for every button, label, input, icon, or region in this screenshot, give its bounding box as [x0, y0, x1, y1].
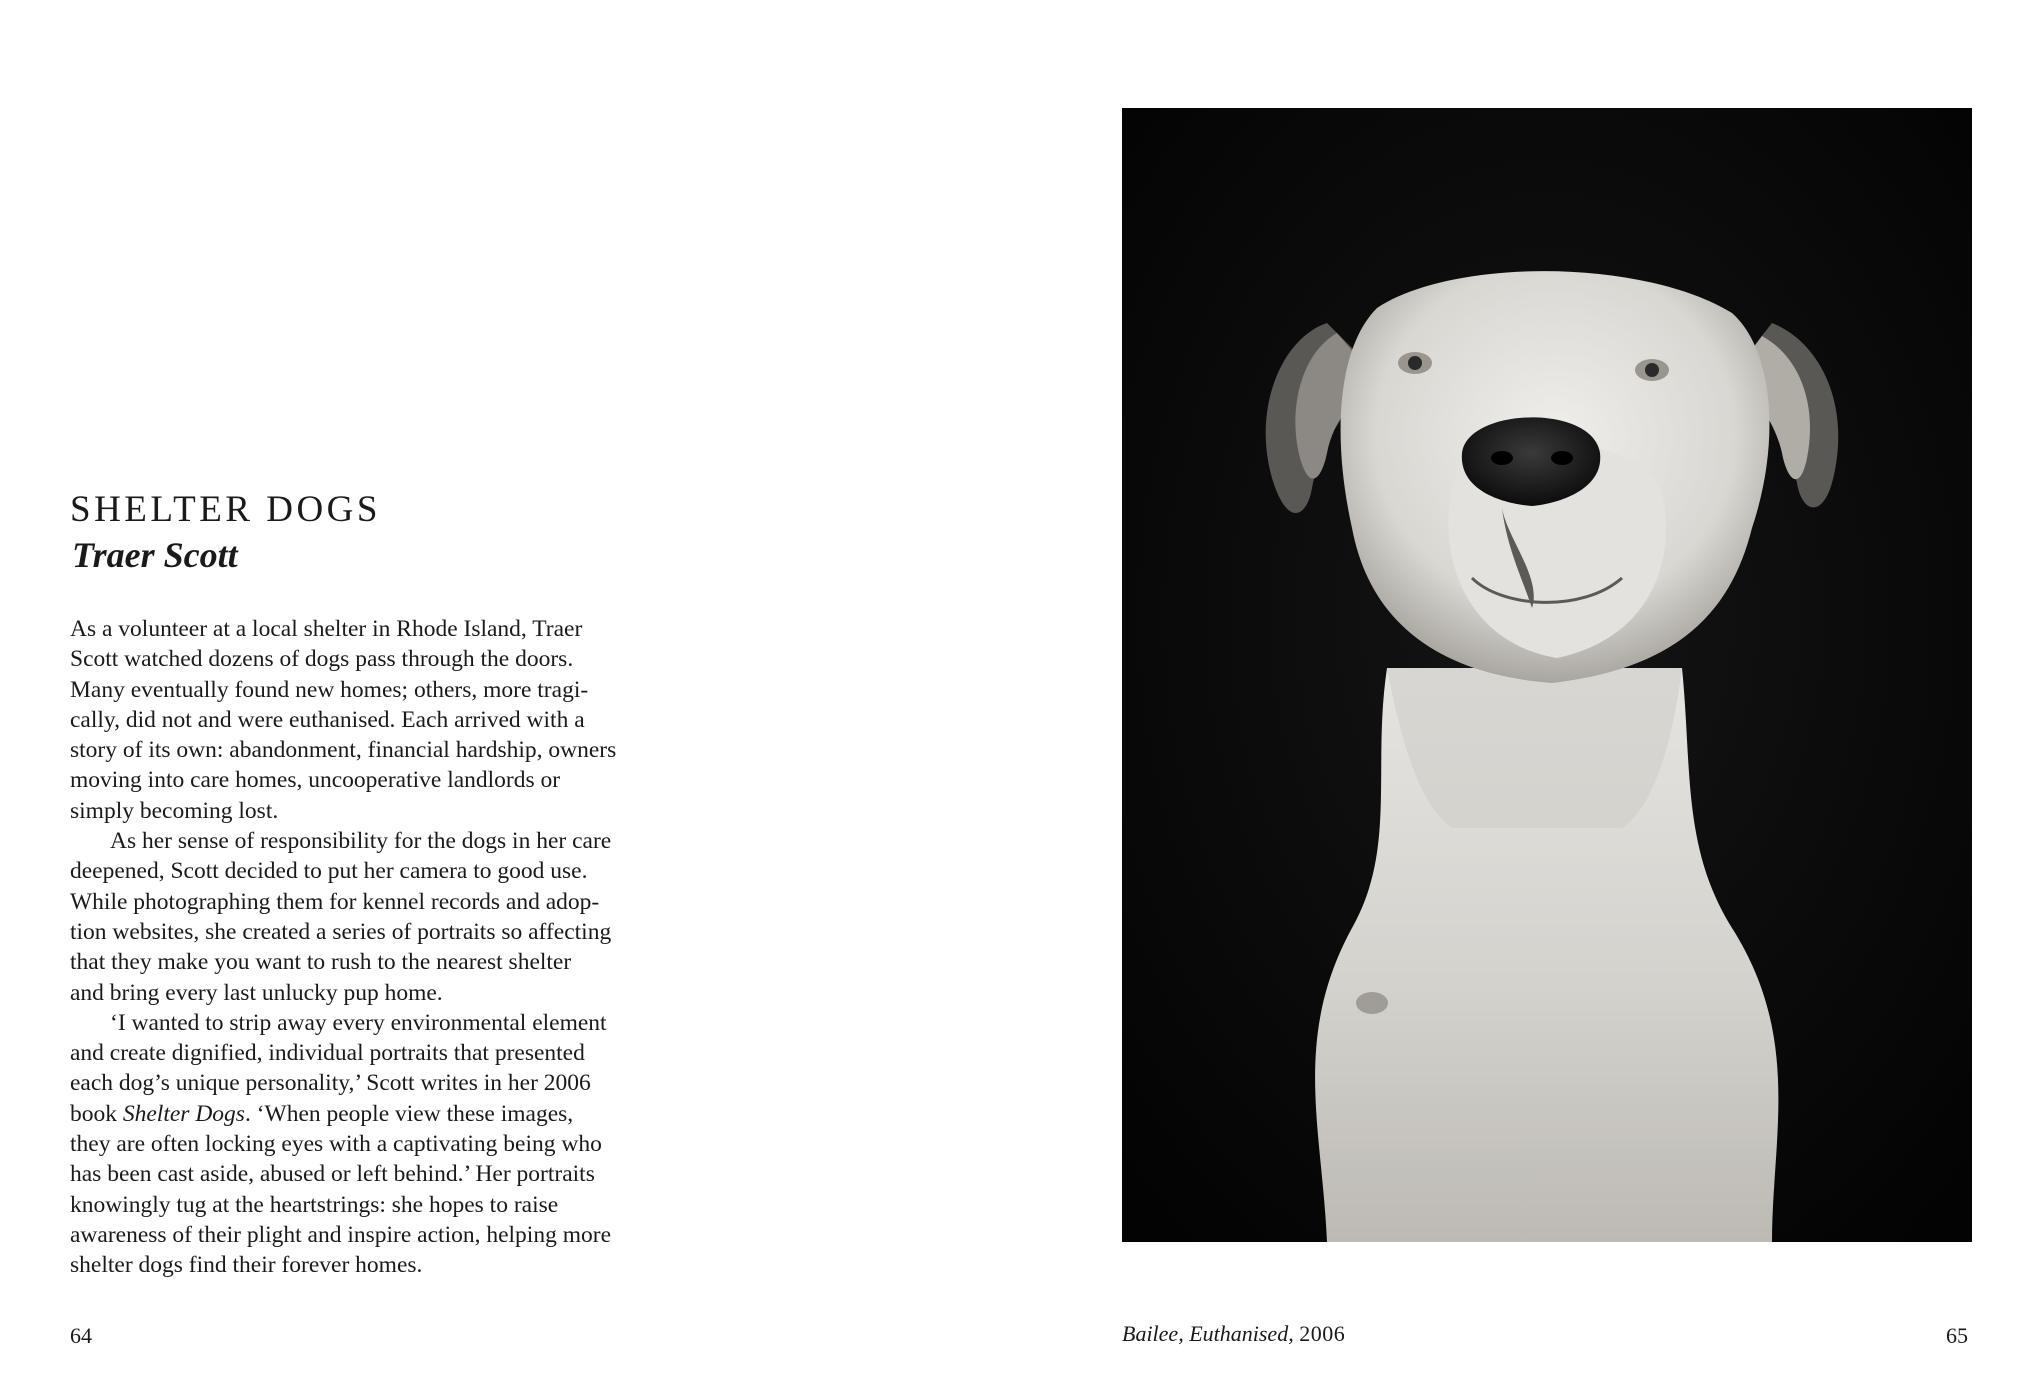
text-line: deepened, Scott decided to put her camera to good use.	[70, 858, 588, 885]
text-line: shelter dogs find their forever homes.	[70, 1252, 423, 1279]
text-line: awareness of their plight and inspire action, helping more	[70, 1221, 611, 1248]
caption-separator: ,	[1178, 1321, 1190, 1346]
text-line: has been cast aside, abused or left behind.’ Her portraits	[70, 1161, 595, 1188]
text-line: story of its own: abandonment, financial hardship, owners	[70, 737, 617, 764]
caption-year: 2006	[1299, 1321, 1346, 1346]
paragraph-1	[70, 614, 730, 826]
text-line: knowingly tug at the heartstrings: she hopes to raise	[70, 1191, 559, 1218]
text-line: and create dignified, individual portraits that presented	[70, 1040, 585, 1067]
article-author: Traer Scott	[72, 535, 238, 575]
photo-caption	[1122, 1321, 1345, 1347]
text-line: While photographing them for kennel records and adop-	[70, 888, 600, 915]
text-line: they are often locking eyes with a captivating being who	[70, 1131, 602, 1158]
text-line: tion websites, she created a series of portraits so affecting	[70, 918, 612, 945]
text-line: each dog’s unique personality,’ Scott writes in her 2006	[70, 1070, 591, 1097]
text-line: and bring every last unlucky pup home.	[70, 979, 443, 1006]
text-line-book-title	[70, 1099, 730, 1129]
article-body	[70, 614, 730, 1281]
text-line: ‘I wanted to strip away every environmental element	[110, 1009, 607, 1036]
text-line: cally, did not and were euthanised. Each arrived with a	[70, 706, 585, 733]
text-line: simply becoming lost.	[70, 797, 279, 824]
text-line: Scott watched dozens of dogs pass through the doors.	[70, 646, 574, 673]
dog-illustration	[1122, 108, 1972, 1242]
text-line: that they make you want to rush to the nearest shelter	[70, 949, 572, 976]
caption-separator: ,	[1288, 1321, 1300, 1346]
dog-portrait-photo	[1122, 108, 1972, 1242]
page-number-right: 65	[1946, 1323, 1968, 1348]
article-title: SHELTER DOGS	[70, 489, 381, 530]
right-page	[1011, 0, 2022, 1400]
text-fragment: . ‘When people view these images,	[244, 1100, 574, 1127]
text-line: As a volunteer at a local shelter in Rhode Island, Traer	[70, 616, 583, 642]
page-number-left: 64	[70, 1323, 92, 1348]
text-line: Many eventually found new homes; others, more tragi-	[70, 676, 589, 703]
text-fragment: book	[70, 1100, 123, 1127]
text-line: As her sense of responsibility for the dogs in her care	[110, 828, 612, 855]
caption-status: Euthanised	[1189, 1321, 1289, 1346]
caption-name: Bailee	[1122, 1321, 1179, 1346]
text-line: moving into care homes, uncooperative landlords or	[70, 767, 561, 794]
paragraph-3	[70, 1008, 730, 1281]
book-title: Shelter Dogs	[122, 1100, 245, 1127]
paragraph-2	[70, 826, 730, 1008]
